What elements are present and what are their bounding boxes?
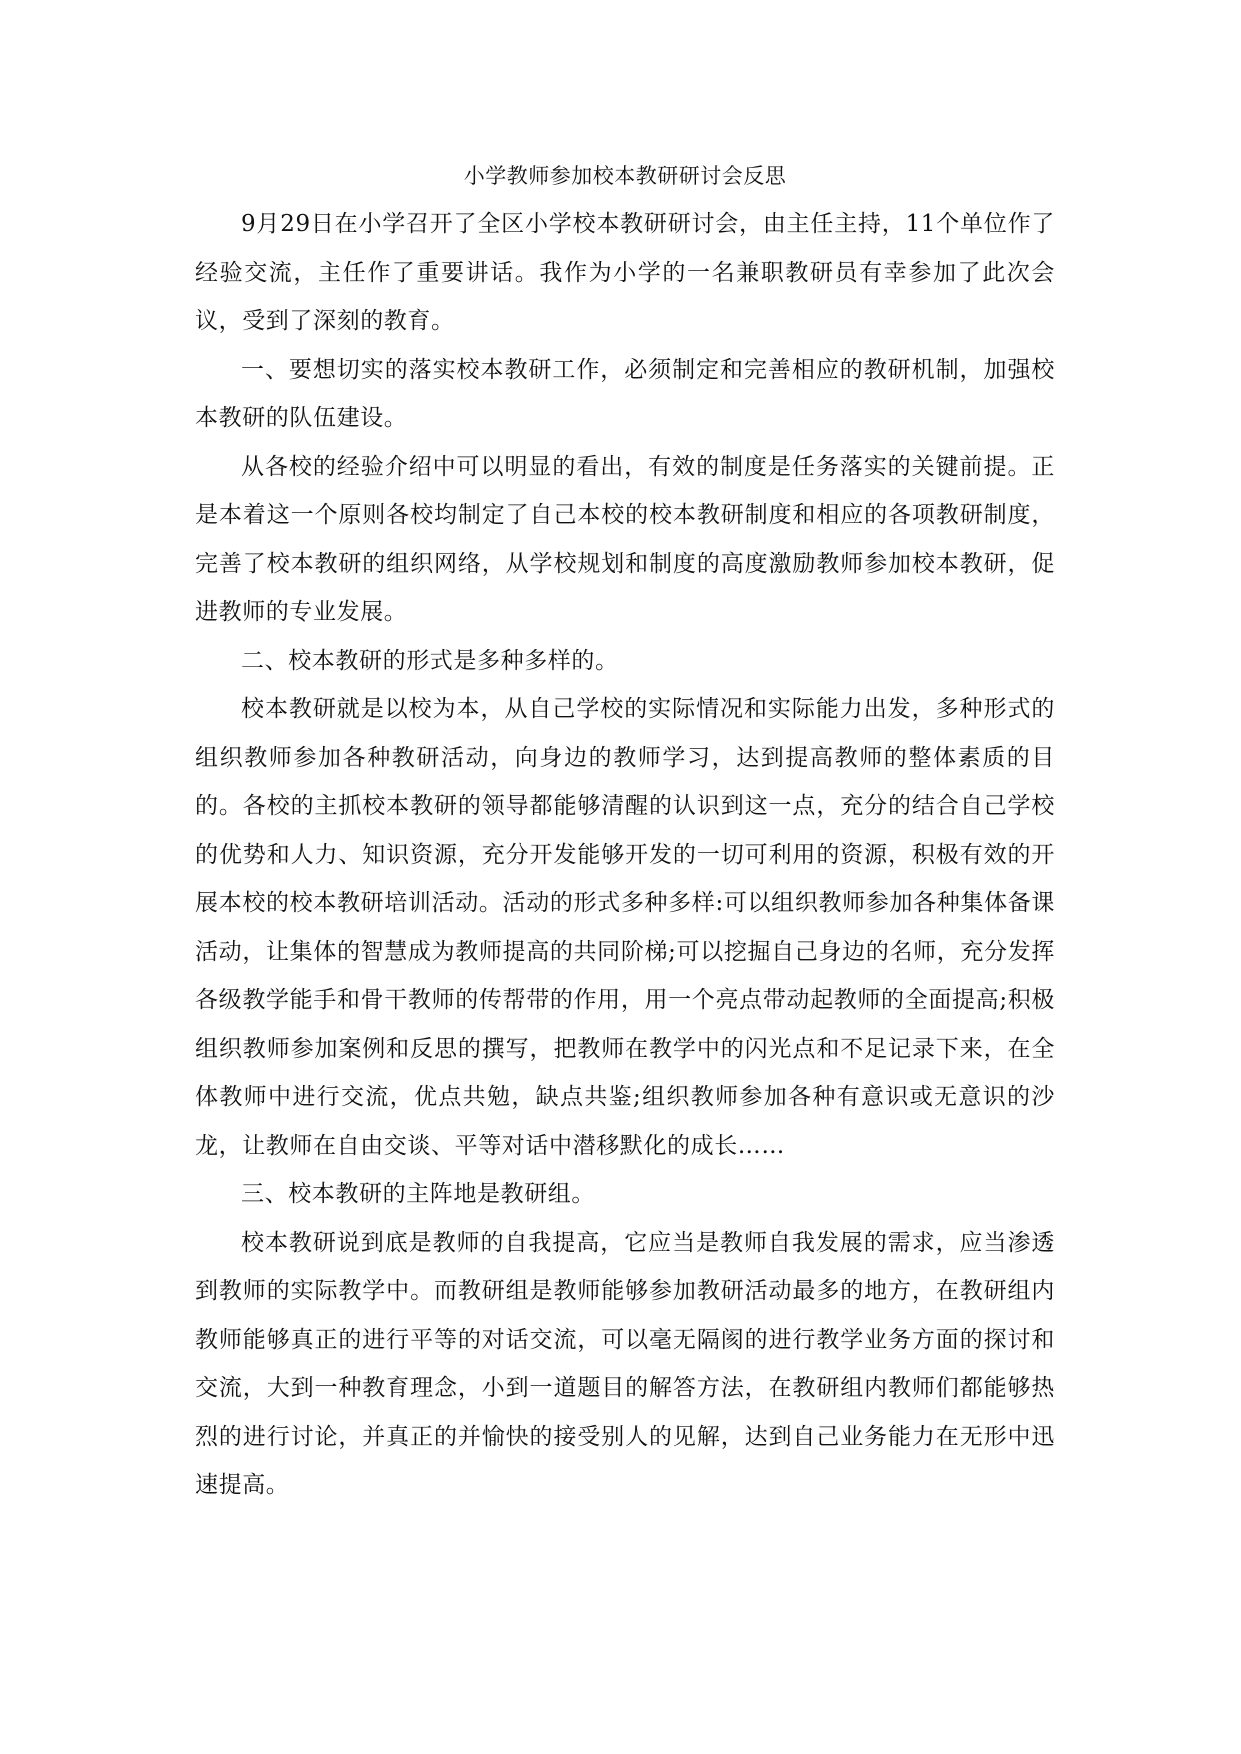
document-title: 小学教师参加校本教研研讨会反思 [463,164,787,188]
paragraph-body-1: 从各校的经验介绍中可以明显的看出，有效的制度是任务落实的关键前提。正是本着这一个原则各校均制定了自己本校的校本教研制度和相应的各项教研制度，完善了校本教研的组织网络，从学校规划和制度的高度激励教师参加校本教研，促进教师的专业发展。 [195,453,1055,625]
paragraph-intro: 9月29日在小学召开了全区小学校本教研研讨会，由主任主持，11个单位作了经验交流，主任作了重要讲话。我作为小学的一名兼职教研员有幸参加了此次会议，受到了深刻的教育。 [195,211,1055,334]
paragraph-body-2: 校本教研就是以校为本，从自己学校的实际情况和实际能力出发，多种形式的组织教师参加各种教研活动，向身边的教师学习，达到提高教师的整体素质的目的。各校的主抓校本教研的领导都能够清醒的认识到这一点，充分的结合自己学校的优势和人力、知识资源，充分开发能够开发的一切可利用的资源，积极有效的开展本校的校本教研培训活动。活动的形式多种多样:可以组织教师参加各种集体备课活动，让集体的智慧成为教师提高的共同阶梯;可以挖掘自己身边的名师，充分发挥各级教学能手和骨干教师的传帮带的作用，用一个亮点带动起教师的全面提高;积极组织教师参加案例和反思的撰写，把教师在教学中的闪光点和不足记录下来，在全体教师中进行交流，优点共勉，缺点共鉴;组织教师参加各种有意识或无意识的沙龙，让教师在自由交谈、平等对话中潜移默化的成长…… [195,696,1055,1159]
paragraph-body-3: 校本教研说到底是教师的自我提高，它应当是教师自我发展的需求，应当渗透到教师的实际教学中。而教研组是教师能够参加教研活动最多的地方，在教研组内教师能够真正的进行平等的对话交流，可以毫无隔阂的进行教学业务方面的探讨和交流，大到一种教育理念，小到一道题目的解答方法，在教研组内教师们都能够热烈的进行讨论，并真正的并愉快的接受别人的见解，达到自己业务能力在无形中迅速提高。 [195,1229,1055,1498]
paragraph-heading-2: 二、校本教研的形式是多种多样的。 [241,647,619,674]
document-body [195,160,1055,1510]
paragraph-heading-3: 三、校本教研的主阵地是教研组。 [241,1181,595,1207]
paragraph-heading-1: 一、要想切实的落实校本教研工作，必须制定和完善相应的教研机制，加强校本教研的队伍建设。 [195,356,1055,431]
